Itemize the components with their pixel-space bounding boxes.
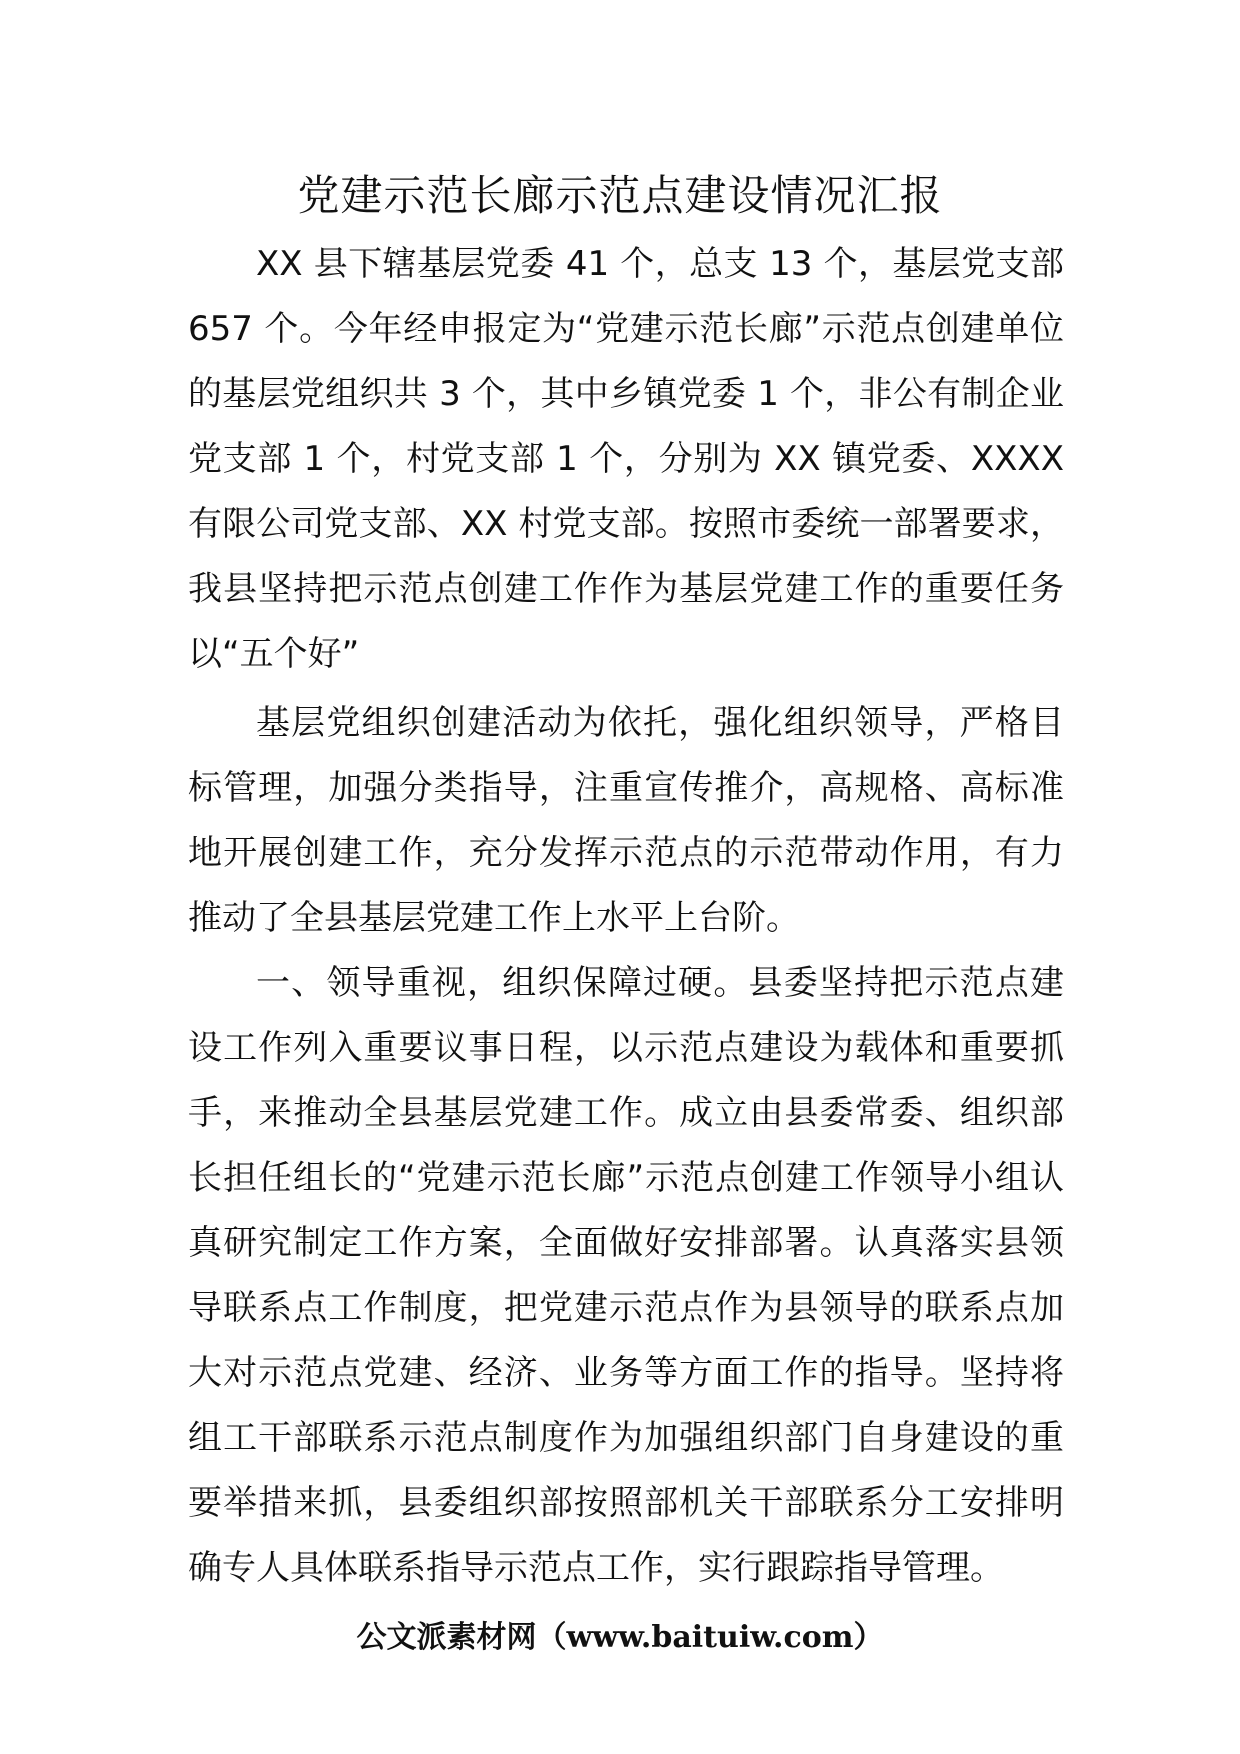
paragraph-basis: 基层党组织创建活动为依托，强化组织领导，严格目标管理，加强分类指导，注重宣传推介，高规格、高标准地开展创建工作，充分发挥示范点的示范带动作用，有力推动了全县基层党建工作上水平上台阶。 xyxy=(188,703,1064,938)
source-footer: 公文派素材网（www.baituiw.com） xyxy=(356,1620,884,1655)
document-body xyxy=(188,232,1064,1601)
paragraph-intro: XX 县下辖基层党委 41 个，总支 13 个，基层党支部 657 个。今年经申报定为“党建示范长廊”示范点创建单位的基层党组织共 3 个，其中乡镇党委 1 个，非公有制企业党支部 1 个，村党支部 1 个，分别为 XX 镇党委、XXXX 有限公司党支部、XX 村党支部。按照市委统一部署要求，我县坚持把示范点创建工作作为基层党建工作的重要任务以“五个好” xyxy=(188,244,1064,674)
document-title: 党建示范长廊示范点建设情况汇报 xyxy=(297,171,943,220)
paragraph-section-one: 一、领导重视，组织保障过硬。县委坚持把示范点建设工作列入重要议事日程，以示范点建设为载体和重要抓手，来推动全县基层党建工作。成立由县委常委、组织部长担任组长的“党建示范长廊”示范点创建工作领导小组认真研究制定工作方案，全面做好安排部署。认真落实县领导联系点工作制度，把党建示范点作为县领导的联系点加大对示范点党建、经济、业务等方面工作的指导。坚持将组工干部联系示范点制度作为加强组织部门自身建设的重要举措来抓，县委组织部按照部机关干部联系分工安排明确专人具体联系指导示范点工作，实行跟踪指导管理。 xyxy=(188,963,1064,1588)
